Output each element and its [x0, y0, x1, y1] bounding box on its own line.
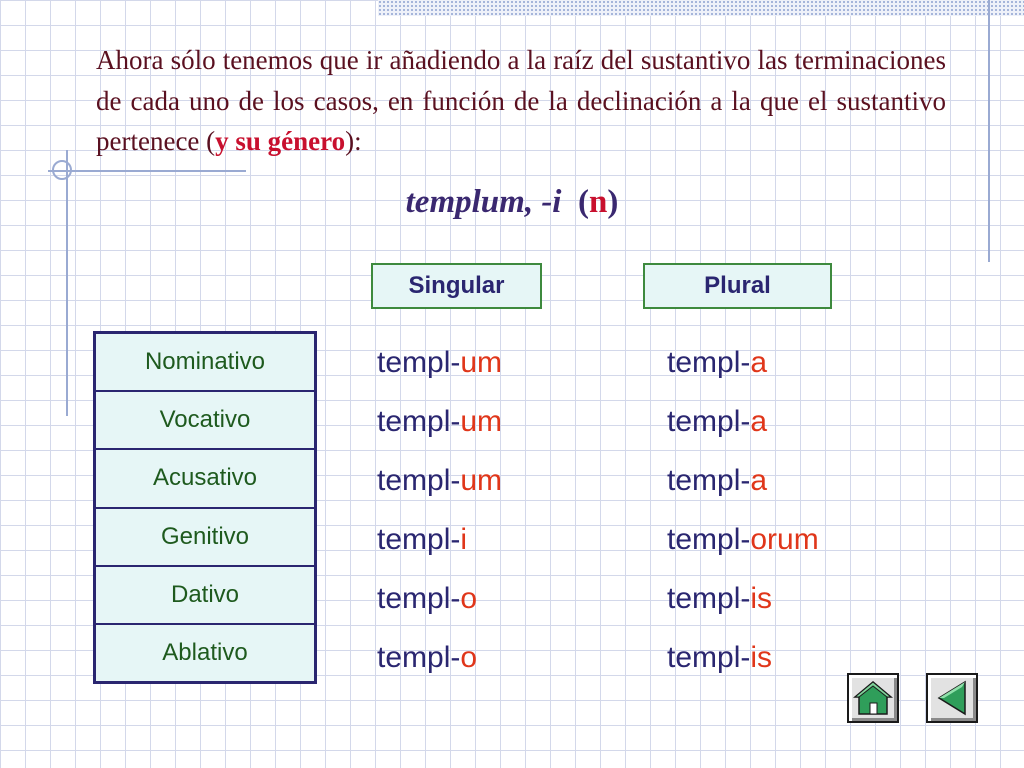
- case-cell: Dativo: [96, 567, 314, 625]
- decorative-crosshair-circle: [52, 160, 72, 180]
- form-stem: templ-: [667, 581, 751, 615]
- plural-form-row: [667, 510, 819, 569]
- singular-form-row: [377, 451, 502, 510]
- decorative-vertical-line: [988, 0, 990, 262]
- home-button[interactable]: [847, 673, 899, 723]
- plural-form-row: [667, 333, 819, 392]
- form-ending: a: [750, 463, 768, 497]
- intro-text: Ahora sólo tenemos que ir añadiendo a la raíz del sustantivo las terminaciones de cada uno de los casos, en función de la declinación a la que el sustantivo pertenece (: [96, 45, 946, 156]
- plural-form-row: [667, 569, 819, 628]
- form-stem: templ-: [377, 522, 461, 556]
- gender-open-paren: (: [577, 184, 589, 220]
- plural-form-row: [667, 451, 819, 510]
- form-stem: templ-: [667, 522, 751, 556]
- form-ending: o: [460, 640, 478, 674]
- form-ending: um: [460, 463, 503, 497]
- form-ending: o: [460, 581, 478, 615]
- case-cell: Acusativo: [96, 450, 314, 508]
- case-cell: Genitivo: [96, 509, 314, 567]
- triangle-left-icon: [932, 678, 972, 718]
- intro-paragraph: [96, 40, 946, 162]
- form-ending: um: [460, 345, 503, 379]
- intro-highlight: y su género: [215, 126, 346, 156]
- word-lemma: templum, -i: [405, 184, 562, 220]
- form-stem: templ-: [667, 463, 751, 497]
- singular-form-row: [377, 569, 502, 628]
- form-ending: is: [750, 640, 773, 674]
- plural-column-header: Plural: [643, 263, 832, 309]
- form-stem: templ-: [377, 404, 461, 438]
- singular-form-row: [377, 510, 502, 569]
- form-ending: is: [750, 581, 773, 615]
- intro-text-end: ):: [345, 126, 362, 156]
- plural-form-row: [667, 392, 819, 451]
- form-stem: templ-: [667, 345, 751, 379]
- form-stem: templ-: [667, 404, 751, 438]
- singular-forms-column: [377, 333, 502, 687]
- form-stem: templ-: [377, 345, 461, 379]
- singular-form-row: [377, 392, 502, 451]
- case-cell: Vocativo: [96, 392, 314, 450]
- form-ending: um: [460, 404, 503, 438]
- case-cell: Ablativo: [162, 638, 248, 666]
- case-cell: Nominativo: [96, 334, 314, 392]
- form-ending: orum: [750, 522, 819, 556]
- form-stem: templ-: [377, 463, 461, 497]
- form-stem: templ-: [377, 640, 461, 674]
- singular-column-header: Singular: [371, 263, 542, 309]
- word-heading: [0, 184, 1024, 221]
- form-ending: a: [750, 345, 768, 379]
- gender-close-paren: ): [607, 184, 619, 220]
- form-ending: a: [750, 404, 768, 438]
- singular-form-row: [377, 333, 502, 392]
- back-button[interactable]: [926, 673, 978, 723]
- case-table: [93, 331, 317, 684]
- decorative-top-band: [378, 0, 1024, 16]
- decorative-horizontal-line: [48, 170, 246, 172]
- form-stem: templ-: [667, 640, 751, 674]
- singular-form-row: [377, 628, 502, 687]
- form-stem: templ-: [377, 581, 461, 615]
- word-gender: n: [588, 184, 608, 220]
- form-ending: i: [460, 522, 468, 556]
- plural-form-row: [667, 628, 819, 687]
- plural-forms-column: [667, 333, 819, 687]
- house-icon: [853, 679, 893, 717]
